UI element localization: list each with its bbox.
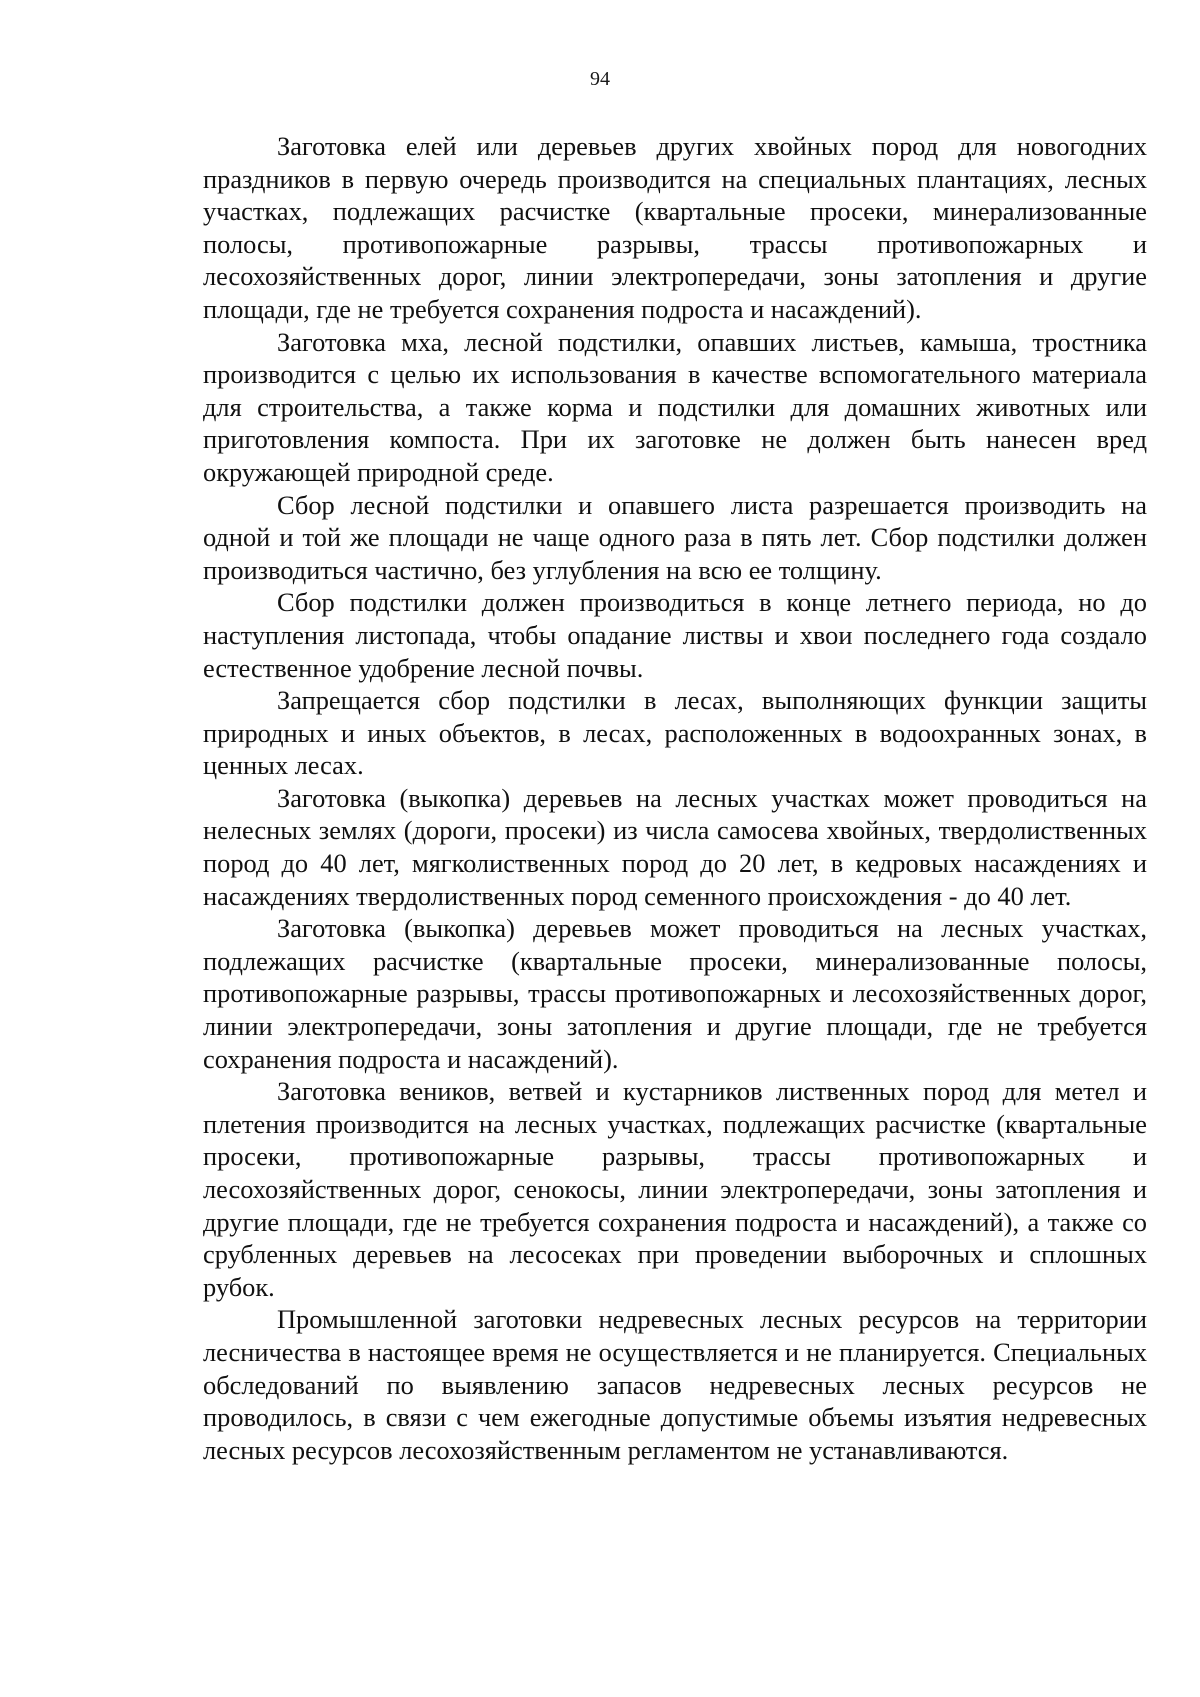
paragraph: Заготовка елей или деревьев других хвойных пород для новогодних праздников в первую очередь производится на специальных плантациях, лесных участках, подлежащих расчистке (квартальные просеки, минерализованные полосы, противопожарные разрывы, трассы противопожарных и лесохозяйственных дорог, линии электропередачи, зоны затопления и другие площади, где не требуется сохранения подроста и насаждений). <box>203 131 1147 324</box>
paragraph: Заготовка мха, лесной подстилки, опавших листьев, камыша, тростника производится с целью их использования в качестве вспомогательного материала для строительства, а также корма и подстилки для домашних животных или приготовления компоста. При их заготовке не должен быть нанесен вред окружающей природной среде. <box>203 326 1147 487</box>
paragraph: Сбор подстилки должен производиться в конце летнего периода, но до наступления листопада, чтобы опадание листвы и хвои последнего года создало естественное удобрение лесной почвы. <box>203 587 1147 683</box>
page-number: 94 <box>590 68 610 90</box>
paragraph: Заготовка веников, ветвей и кустарников лиственных пород для метел и плетения производится на лесных участках, подлежащих расчистке (квартальные просеки, противопожарные разрывы, трассы противопожарных и лесохозяйственных дорог, сенокосы, линии электропередачи, зоны затопления и другие площади, где не требуется сохранения подроста и насаждений), а также со срубленных деревьев на лесосеках при проведении выборочных и сплошных рубок. <box>203 1076 1147 1302</box>
paragraph: Заготовка (выкопка) деревьев на лесных участках может проводиться на нелесных землях (дороги, просеки) из числа самосева хвойных, твердолиственных пород до 40 лет, мягколиственных пород до 20 лет, в кедровых насаждениях и насаждениях твердолиственных пород семенного происхождения - до 40 лет. <box>203 782 1147 911</box>
paragraph: Промышленной заготовки недревесных лесных ресурсов на территории лесничества в настоящее время не осуществляется и не планируется. Специальных обследований по выявлению запасов недревесных лесных ресурсов не проводилось, в связи с чем ежегодные допустимые объемы изъятия недревесных лесных ресурсов лесохозяйственным регламентом не устанавливаются. <box>203 1304 1147 1465</box>
document-body <box>203 130 1147 1466</box>
paragraph: Запрещается сбор подстилки в лесах, выполняющих функции защиты природных и иных объектов, в лесах, расположенных в водоохранных зонах, в ценных лесах. <box>203 685 1147 781</box>
paragraph: Сбор лесной подстилки и опавшего листа разрешается производить на одной и той же площади не чаще одного раза в пять лет. Сбор подстилки должен производиться частично, без углубления на всю ее толщину. <box>203 489 1147 585</box>
paragraph: Заготовка (выкопка) деревьев может проводиться на лесных участках, подлежащих расчистке (квартальные просеки, минерализованные полосы, противопожарные разрывы, трассы противопожарных и лесохозяйственных дорог, линии электропередачи, зоны затопления и другие площади, где не требуется сохранения подроста и насаждений). <box>203 913 1147 1074</box>
